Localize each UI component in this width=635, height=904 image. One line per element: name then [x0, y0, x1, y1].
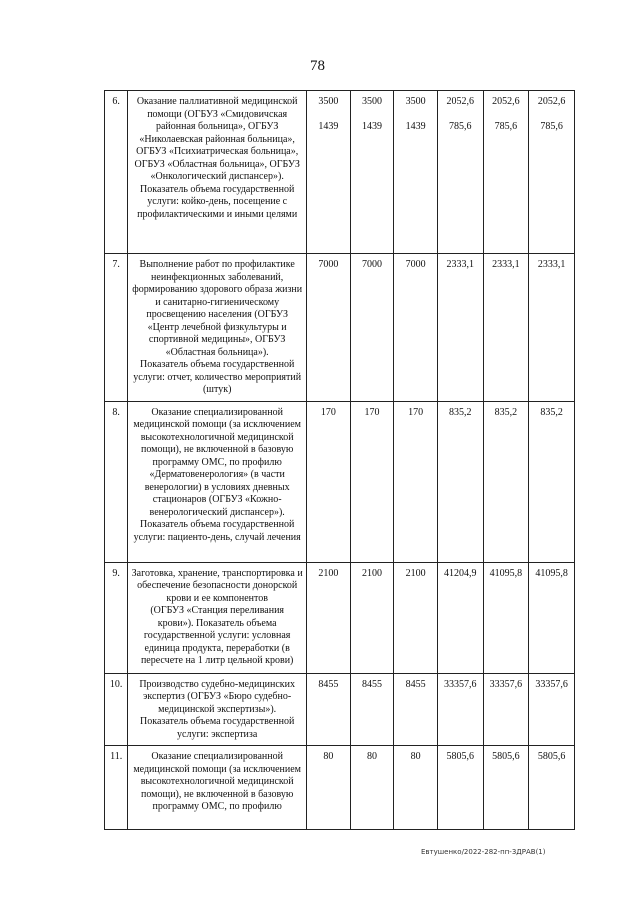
cost-year-1: 2052,6 785,6: [437, 91, 483, 254]
volume-year-3: 3500 1439: [394, 91, 438, 254]
volume-year-2: 3500 1439: [350, 91, 394, 254]
service-description: Заготовка, хранение, транспортировка и обеспечение безопасности донорской крови и ее компонентов (ОГБУЗ «Станция переливания крови»). Показатель объема государственной услуги: условная единица продукта, переработки (в пересчете на 1 литр цельной крови): [128, 562, 307, 673]
volume-year-3: 7000: [394, 254, 438, 402]
row-number: 10.: [105, 673, 128, 746]
cost-year-1: 2333,1: [437, 254, 483, 402]
cost-year-3: 41095,8: [529, 562, 575, 673]
cost-year-2: 41095,8: [483, 562, 529, 673]
cost-year-2: 2052,6 785,6: [483, 91, 529, 254]
volume-year-1: 7000: [307, 254, 351, 402]
volume-year-1: 80: [307, 746, 351, 830]
service-description: Оказание паллиативной медицинской помощи (ОГБУЗ «Смидовичская районная больница», ОГБУЗ «Николаевская районная больница», ОГБУЗ «Психиатрическая больница», ОГБУЗ «Областная больница», ОГБУЗ «Онкологический диспансер»). Показатель объема государственной услуги: койко-день, посещение с профилактическими и иными целями: [128, 91, 307, 254]
volume-year-1: 170: [307, 401, 351, 562]
cost-year-2: 5805,6: [483, 746, 529, 830]
service-description: Производство судебно-медицинских экспертиз (ОГБУЗ «Бюро судебно-медицинской экспертизы»). Показатель объема государственной услуги: экспертиза: [128, 673, 307, 746]
cost-year-3: 835,2: [529, 401, 575, 562]
cost-year-3: 33357,6: [529, 673, 575, 746]
cost-year-1: 835,2: [437, 401, 483, 562]
volume-year-3: 80: [394, 746, 438, 830]
volume-year-3: 8455: [394, 673, 438, 746]
cost-year-1: 33357,6: [437, 673, 483, 746]
volume-year-3: 170: [394, 401, 438, 562]
table-row: [105, 401, 575, 562]
cost-year-3: 2052,6 785,6: [529, 91, 575, 254]
cost-year-1: 5805,6: [437, 746, 483, 830]
table-row: [105, 91, 575, 254]
row-number: 8.: [105, 401, 128, 562]
volume-year-2: 8455: [350, 673, 394, 746]
page-number: 78: [310, 58, 325, 74]
row-number: 9.: [105, 562, 128, 673]
row-number: 7.: [105, 254, 128, 402]
volume-year-2: 80: [350, 746, 394, 830]
table-row: [105, 562, 575, 673]
volume-year-1: 3500 1439: [307, 91, 351, 254]
row-number: 6.: [105, 91, 128, 254]
service-description: Оказание специализированной медицинской помощи (за исключением высокотехнологичной медицинской помощи), не включенной в базовую программу ОМС, по профилю: [128, 746, 307, 830]
service-description: Оказание специализированной медицинской помощи (за исключением высокотехнологичной медицинской помощи), не включенной в базовую программу ОМС, по профилю «Дерматовенерология» (в части венерологии) в условиях дневных стационаров (ОГБУЗ «Кожно-венерологический диспансер»). Показатель объема государственной услуги: пациенто-день, случай лечения: [128, 401, 307, 562]
document-code: Евтушенко/2022-282-пп-3ДРАВ(1): [421, 848, 546, 856]
cost-year-2: 2333,1: [483, 254, 529, 402]
cost-year-3: 2333,1: [529, 254, 575, 402]
volume-year-2: 2100: [350, 562, 394, 673]
volume-year-2: 170: [350, 401, 394, 562]
volume-year-3: 2100: [394, 562, 438, 673]
cost-year-2: 835,2: [483, 401, 529, 562]
volume-year-2: 7000: [350, 254, 394, 402]
table-row: [105, 746, 575, 830]
services-table: [104, 90, 575, 830]
row-number: 11.: [105, 746, 128, 830]
cost-year-1: 41204,9: [437, 562, 483, 673]
volume-year-1: 2100: [307, 562, 351, 673]
table-row: [105, 254, 575, 402]
volume-year-1: 8455: [307, 673, 351, 746]
table-row: [105, 673, 575, 746]
cost-year-3: 5805,6: [529, 746, 575, 830]
cost-year-2: 33357,6: [483, 673, 529, 746]
service-description: Выполнение работ по профилактике неинфекционных заболеваний, формированию здорового образа жизни и санитарно-гигиеническому просвещению населения (ОГБУЗ «Центр лечебной физкультуры и спортивной медицины», ОГБУЗ «Областная больница»). Показатель объема государственной услуги: отчет, количество мероприятий (штук): [128, 254, 307, 402]
